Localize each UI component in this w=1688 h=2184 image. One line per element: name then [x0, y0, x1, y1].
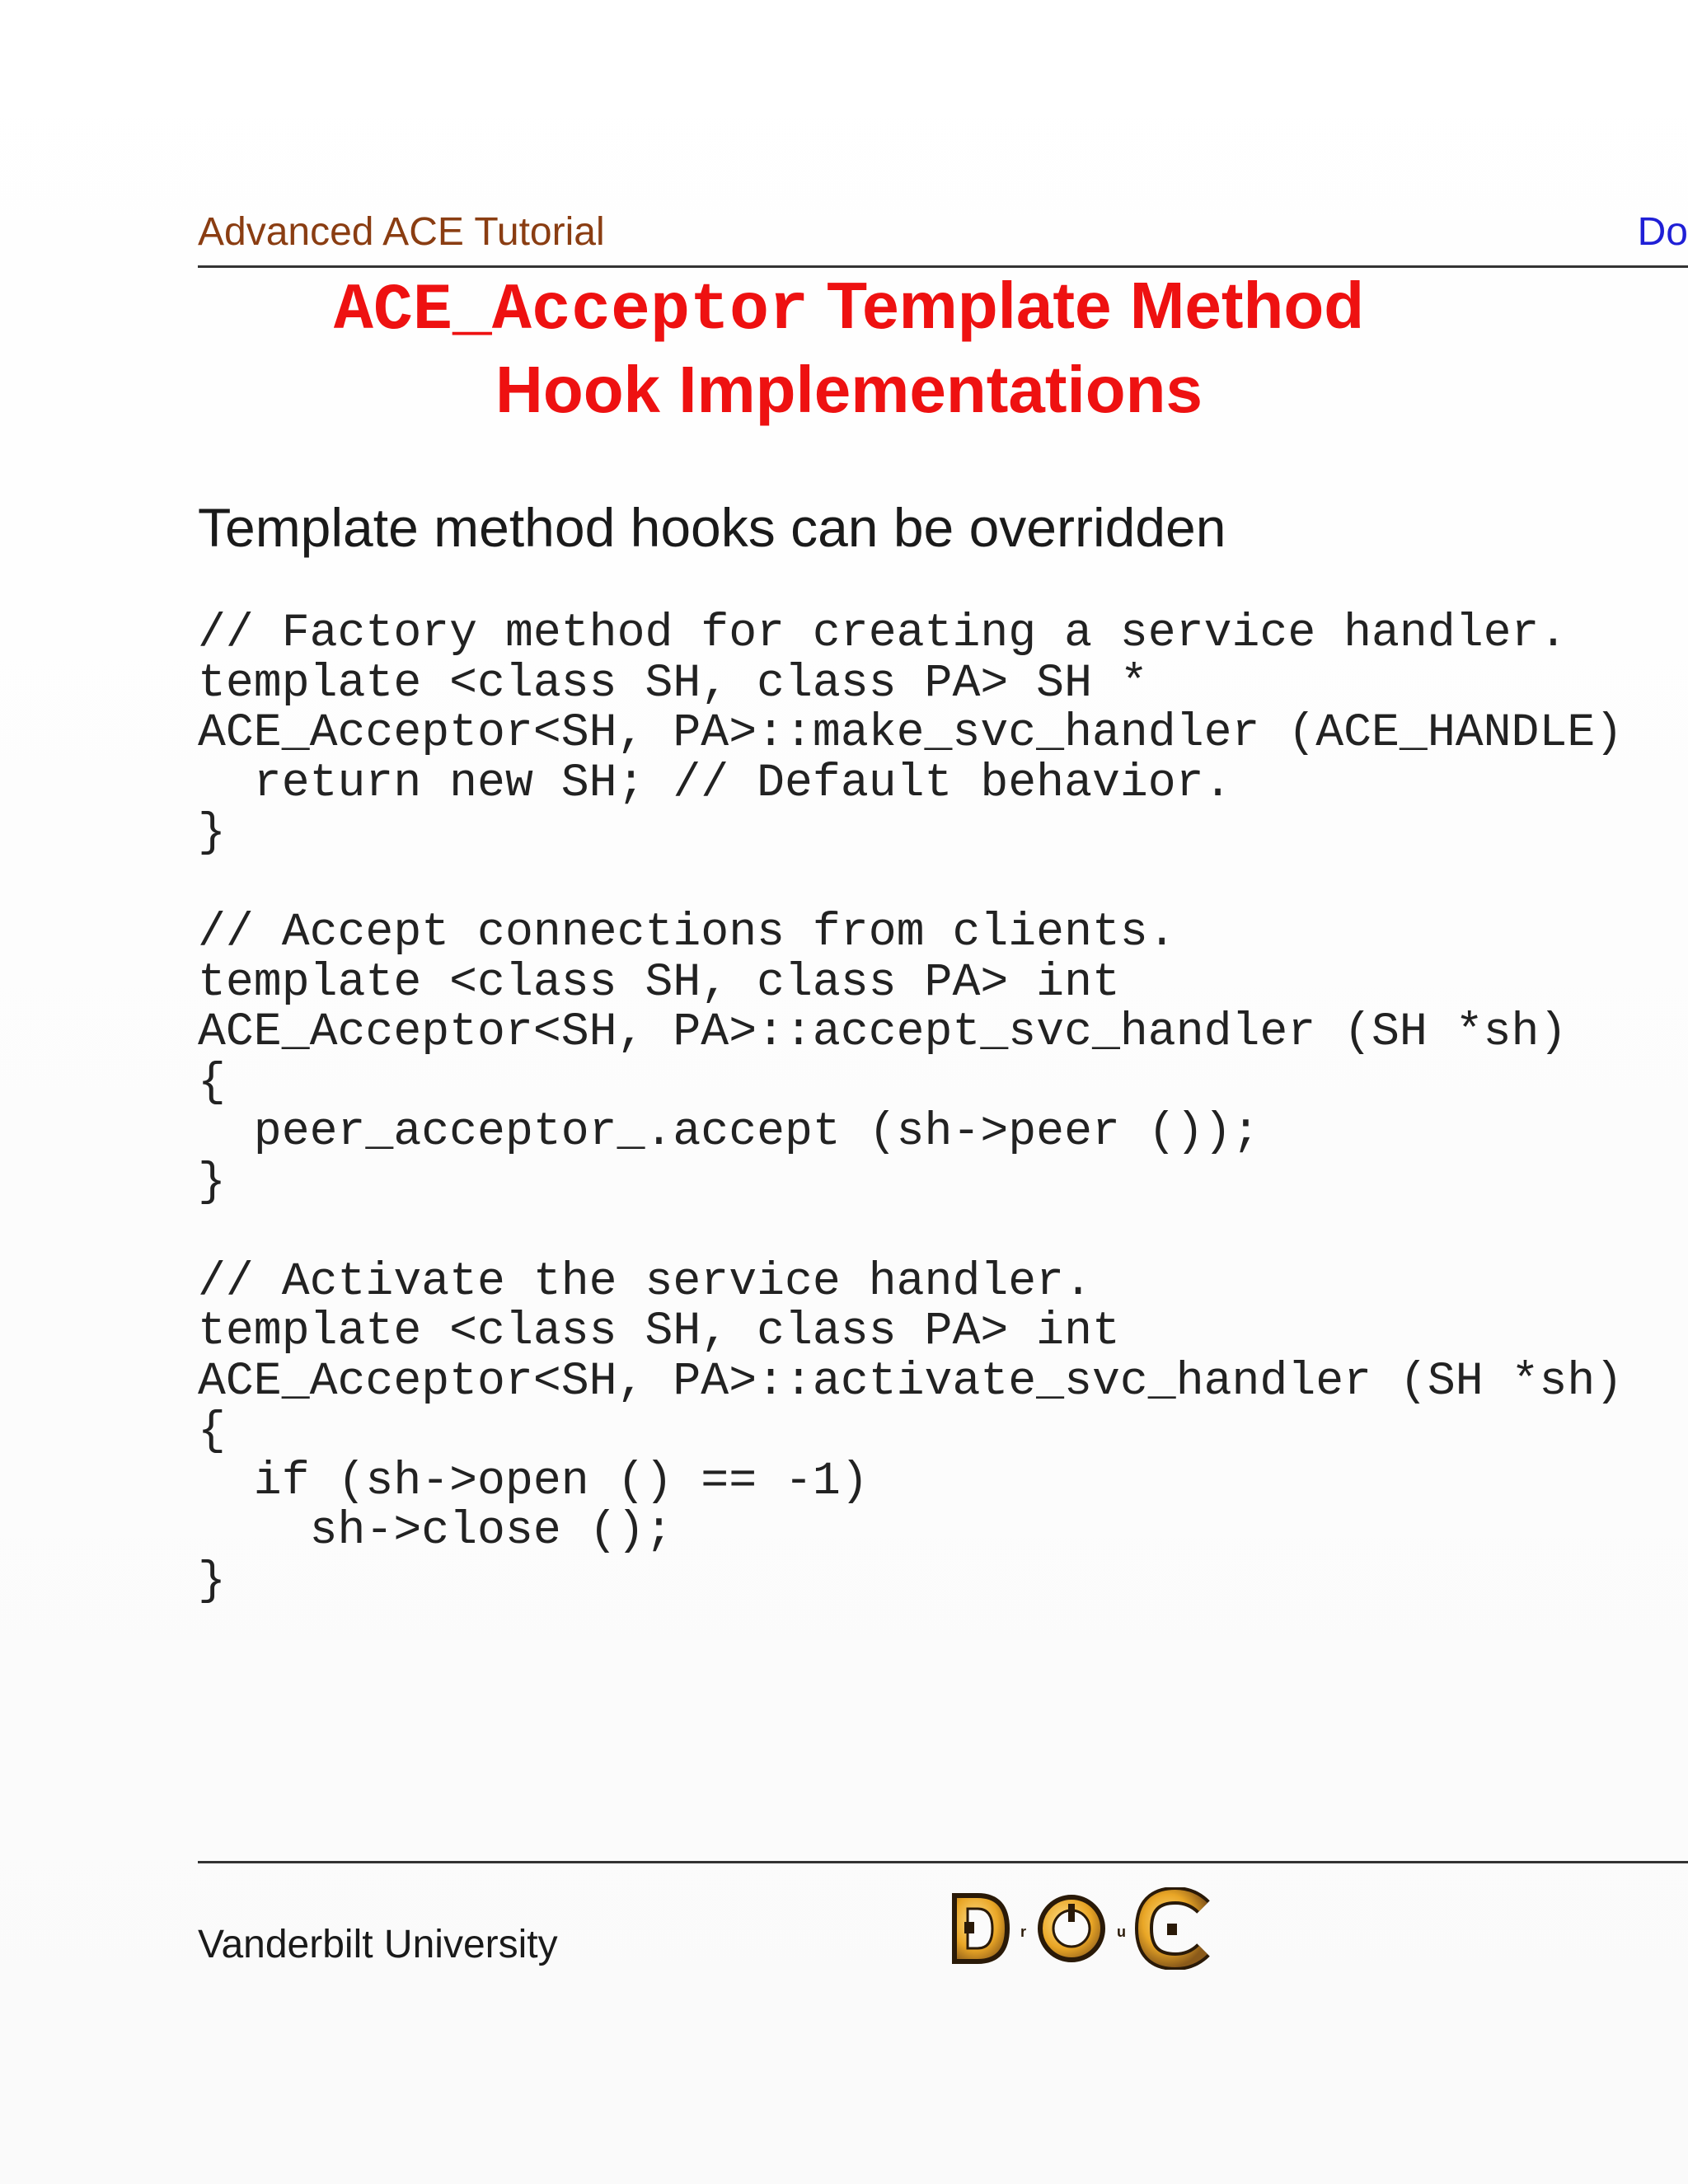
code-line: { — [198, 1055, 226, 1108]
logo-letter-o — [1040, 1897, 1103, 1960]
slide-title-rest: Template Method — [808, 269, 1365, 342]
code-line: // Activate the service handler. — [198, 1254, 1092, 1308]
code-line: } — [198, 806, 226, 859]
code-line: // Factory method for creating a service handler. — [198, 607, 1568, 659]
slide-title-line1 — [198, 264, 1500, 348]
code-line: } — [198, 1554, 226, 1607]
slide-title-line2: Hook Implementations — [495, 353, 1203, 426]
code-line: { — [198, 1404, 226, 1457]
code-line: ACE_Acceptor<SH, PA>::accept_svc_handler (SH *sh) — [198, 1005, 1568, 1058]
code-line: return new SH; // Default behavior. — [198, 756, 1232, 809]
code-line: ACE_Acceptor<SH, PA>::activate_svc_handler (SH *sh) — [198, 1354, 1624, 1408]
code-line: template <class SH, class PA> SH * — [198, 656, 1148, 710]
code-line — [198, 1207, 1623, 1257]
intro-text: Template method hooks can be overridden — [198, 497, 1226, 558]
code-block — [198, 608, 1623, 1605]
header-right-text: Do — [1637, 210, 1688, 254]
logo-letter-d — [954, 1896, 1007, 1961]
code-line: } — [198, 1155, 226, 1208]
logo-letter-u: u — [1117, 1924, 1126, 1940]
code-line: sh->close (); — [198, 1504, 673, 1557]
code-line: // Accept connections from clients. — [198, 906, 1176, 958]
code-line: if (sh->open () == -1) — [198, 1454, 869, 1507]
code-line: ACE_Acceptor<SH, PA>::make_svc_handler (ACE_HANDLE) — [198, 706, 1624, 759]
slide-title-class-name: ACE_Acceptor — [333, 274, 809, 349]
slide-title — [198, 264, 1500, 432]
footer-institution: Vanderbilt University — [198, 1923, 558, 1966]
doc-group-logo — [948, 1887, 1220, 1970]
logo-letter-c — [1144, 1896, 1203, 1961]
code-line: template <class SH, class PA> int — [198, 1305, 1120, 1357]
code-line — [198, 858, 1623, 908]
footer-rule — [198, 1861, 1688, 1863]
logo-letter-r: r — [1020, 1924, 1027, 1940]
code-line: peer_acceptor_.accept (sh->peer ()); — [198, 1105, 1260, 1158]
code-line: template <class SH, class PA> int — [198, 955, 1120, 1009]
header-title: Advanced ACE Tutorial — [198, 210, 605, 254]
